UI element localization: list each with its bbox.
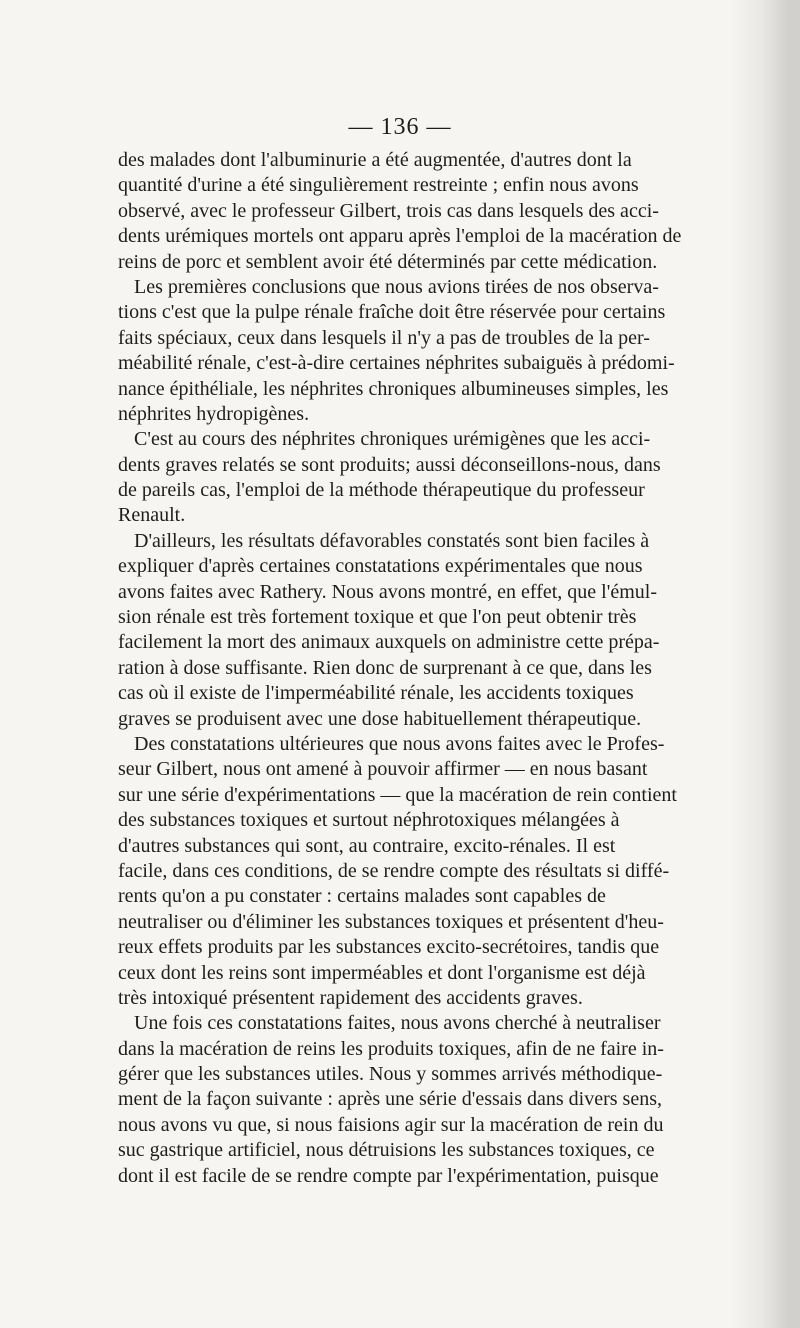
text-line: de pareils cas, l'emploi de la méthode thérapeutique du professeur xyxy=(118,479,645,502)
paragraph-start-line: Une fois ces constatations faites, nous avons cherché à neutraliser xyxy=(134,1012,661,1035)
paragraph-start-line: D'ailleurs, les résultats défavorables constatés sont bien faciles à xyxy=(134,529,650,552)
text-line: expliquer d'après certaines constatations expérimentales que nous xyxy=(118,555,643,578)
text-line: nance épithéliale, les néphrites chroniques albumineuses simples, les xyxy=(118,377,669,400)
text-line: sion rénale est très fortement toxique et que l'on peut obtenir très xyxy=(118,606,637,629)
text-line: Renault. xyxy=(118,504,186,527)
text-line: facile, dans ces conditions, de se rendre compte des résultats si diffé- xyxy=(118,859,670,882)
text-line: sur une série d'expérimentations — que la macération de rein contient xyxy=(118,783,677,806)
text-line: suc gastrique artificiel, nous détruisions les substances toxiques, ce xyxy=(118,1139,655,1162)
text-line: faits spéciaux, ceux dans lesquels il n'y a pas de troubles de la per- xyxy=(118,326,650,349)
text-line: neutraliser ou d'éliminer les substances toxiques et présentent d'heu- xyxy=(118,910,664,933)
text-line: des substances toxiques et surtout néphrotoxiques mélangées à xyxy=(118,809,620,832)
text-line: graves se produisent avec une dose habituellement thérapeutique. xyxy=(118,707,642,730)
text-line: ceux dont les reins sont imperméables et dont l'organisme est déjà xyxy=(118,961,646,984)
text-line: observé, avec le professeur Gilbert, trois cas dans lesquels des acci- xyxy=(118,199,659,222)
paragraph-start-line: Des constatations ultérieures que nous avons faites avec le Profes- xyxy=(134,732,665,755)
text-line: dans la macération de reins les produits toxiques, afin de ne faire in- xyxy=(118,1037,664,1060)
page-number: — 136 — xyxy=(348,114,452,140)
text-line: avons faites avec Rathery. Nous avons montré, en effet, que l'émul- xyxy=(118,580,657,603)
text-line: méabilité rénale, c'est-à-dire certaines néphrites subaiguës à prédomi- xyxy=(118,352,675,375)
text-line: rents qu'on a pu constater : certains malades sont capables de xyxy=(118,885,606,908)
paragraph-start-line: C'est au cours des néphrites chroniques urémigènes que les acci- xyxy=(134,428,651,451)
text-line: ment de la façon suivante : après une série d'essais dans divers sens, xyxy=(118,1088,662,1111)
text-line: dents graves relatés se sont produits; aussi déconseillons-nous, dans xyxy=(118,453,661,476)
text-line: dont il est facile de se rendre compte par l'expérimentation, puisque xyxy=(118,1164,659,1187)
text-line: reux effets produits par les substances excito-secrétoires, tandis que xyxy=(118,936,660,959)
text-line: ration à dose suffisante. Rien donc de surprenant à ce que, dans les xyxy=(118,656,652,679)
text-line: reins de porc et semblent avoir été déterminés par cette médication. xyxy=(118,250,658,273)
text-line: très intoxiqué présentent rapidement des accidents graves. xyxy=(118,986,583,1009)
text-line: des malades dont l'albuminurie a été augmentée, d'autres dont la xyxy=(118,149,632,171)
text-line: nous avons vu que, si nous faisions agir sur la macération de rein du xyxy=(118,1113,664,1136)
body-text xyxy=(118,148,726,1189)
text-line: d'autres substances qui sont, au contraire, excito-rénales. Il est xyxy=(118,834,616,857)
page-edge-shadow xyxy=(730,0,800,1328)
text-line: gérer que les substances utiles. Nous y sommes arrivés méthodique- xyxy=(118,1063,663,1086)
text-line: néphrites hydropigènes. xyxy=(118,402,310,425)
text-line: tions c'est que la pulpe rénale fraîche doit être réservée pour certains xyxy=(118,301,666,324)
text-line: cas où il existe de l'imperméabilité rénale, les accidents toxiques xyxy=(118,682,634,705)
text-line: quantité d'urine a été singulièrement restreinte ; enfin nous avons xyxy=(118,174,639,197)
text-line: facilement la mort des animaux auxquels on administre cette prépa- xyxy=(118,631,660,654)
paragraph-start-line: Les premières conclusions que nous avions tirées de nos observa- xyxy=(134,275,659,298)
text-line: dents urémiques mortels ont apparu après l'emploi de la macération de xyxy=(118,225,682,248)
text-line: seur Gilbert, nous ont amené à pouvoir affirmer — en nous basant xyxy=(118,758,648,781)
